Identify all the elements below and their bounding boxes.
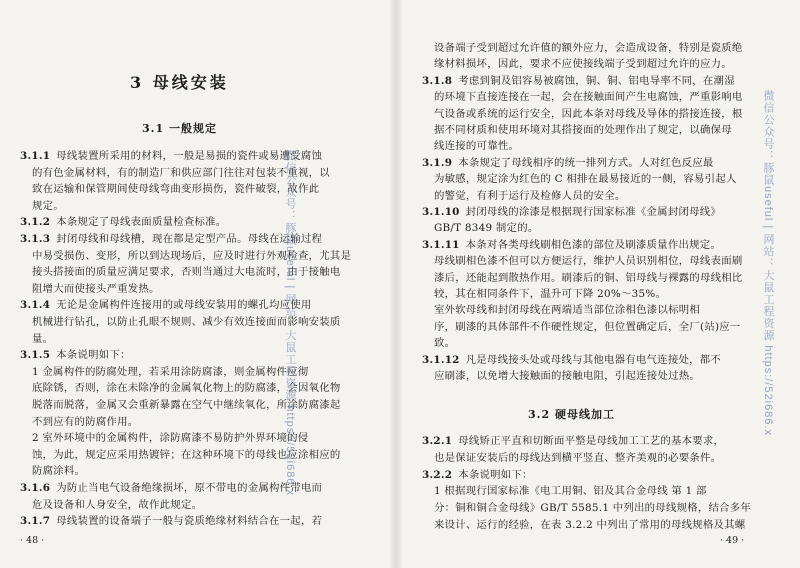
clause-text: 设备端子受到超过允许值的额外应力，会造成设备，特别是瓷质绝 [434,42,743,54]
clause-text: 母线装置的设备端子一般与瓷质绝缘材料结合在一起，若 [56,515,323,528]
text-line [434,337,455,350]
clause-text: 应刷漆，以免增大接触面的接触电阻，引起连接处过热。 [434,370,701,382]
clause-text: 的警觉，有利于运行及检修人员的安全。 [434,189,626,202]
clause-text: 本条对各类母线刷相色漆的部位及刷漆质量作出规定。 [465,238,722,251]
text-line [422,75,735,88]
text-line [434,321,741,334]
clause-text: 分：铜和铜合金母线》GB/T 5585.1 中列出的母线规格，结合多年 [434,502,752,515]
clause-number: 3.1.4 [20,299,51,312]
clause-number: 3.1.7 [20,515,51,528]
watermark-left: 微信公众号：豚鼠useful | 网站：大鼠工程资源 https://52i686.x [284,150,296,496]
clause-text: 考虑到铜及铝容易被腐蚀，铜、铜、铝电导率不同，在潮湿 [458,74,735,87]
text-line [20,233,322,246]
text-line [422,354,721,367]
text-line [434,42,743,55]
clause-number: 3.1.9 [422,156,453,169]
section-title-3-1: 3.1 一般规定 [142,122,217,135]
clause-text: 本条规定了母线表面质量检查标准。 [56,216,227,229]
text-line [32,465,85,478]
clause-text: 蚀，为此，规定应采用热镀锌；在这种环境下的母线也应涂相应的 [32,448,341,461]
clause-text: 母线矫正平直和切断面平整是母线加工工艺的基本要求， [458,435,725,447]
clause-text: 的有色金属材料，有的制造厂和供应部门往往对包装不重视，以 [32,166,330,179]
clause-text: 本条说明如下： [56,349,131,362]
text-line [32,499,202,512]
text-line [422,206,721,219]
clause-text: 不到应有的防腐作用。 [32,415,139,428]
text-line [32,250,351,263]
clause-text: 量。 [32,332,54,345]
clause-number: 3.1.2 [20,216,51,229]
text-line [434,190,626,203]
text-line [20,150,322,163]
text-line [434,124,732,137]
text-line [434,485,707,498]
clause-text: 致。 [434,337,456,350]
clause-number: 3.1.12 [422,353,460,366]
clause-text: 防腐涂料。 [32,465,86,478]
clause-text: 2 室外环境中的金属构件，涂防腐漆不易防护外界环境的侵 [32,432,309,445]
text-line [434,502,751,515]
page-number-right: · 49 · [720,535,745,546]
clause-text: 也是保证安装后的母线达到横平竖直、整齐美观的必要条件。 [434,451,722,464]
clause-number: 3.1.1 [20,150,51,162]
clause-number: 3.1.10 [422,206,460,218]
clause-text: 致在运输和保管期间使母线弯曲变形损伤，瓷件破裂，故作此 [32,183,320,196]
clause-text: 无论是金属构件连接用的或母线安装用的螺孔均应使用 [56,299,312,312]
clause-text: 底除锈，否则，涂在未除净的金属氧化物上的防腐漆，会因氧化物 [32,382,341,395]
clause-text: 封闭母线的涂漆是根据现行国家标准《金属封闭母线》 [465,206,722,218]
text-line [434,140,519,153]
text-line [434,304,700,317]
clause-number: 3.1.8 [422,74,453,87]
clause-text: 本条规定了母线相序的统一排列方式。人对红色反应最 [458,156,714,169]
clause-number: 3.1.6 [20,482,51,494]
text-line [434,58,732,71]
clause-text: 凡是母线接头处或母线与其他电器有电气连接处，都不 [465,353,722,366]
clause-text: 据不同材质和使用环境对其搭接面的处理作出了规定，以确保母 [434,124,732,136]
text-line [20,482,322,495]
clause-text: 本条说明如下： [458,468,533,481]
clause-text: 1 金属构件的防腐处理，若采用涂防腐漆，则金属构件应彻 [32,365,309,378]
clause-text: 室外软母线和封闭母线在两端适当部位涂相色漆以标明相 [434,304,701,317]
clause-text: 母线刷相色漆不但可以方便运行，维护人员识别相位，母线表面刷 [434,255,743,268]
clause-text: 机械进行钻孔，以防止孔眼不规则、减少有效连接面而影响安装质 [32,316,341,328]
clause-text: 中易受损伤、变形，所以到达现场后，应及时进行外观检查，尤其是 [32,249,352,262]
clause-text: 接头搭接面的质量应满足要求，否则当通过大电流时，由于接触电 [32,266,341,279]
text-line [32,366,308,379]
clause-text: 的环境下直接连接在一起，会在接触面间产生电腐蚀，严重影响电 [434,91,743,104]
clause-text: 线连接的可靠性。 [434,140,520,153]
clause-text: 为防止当电气设备绝缘损坏，原不带电的金属构件带电而 [56,482,323,494]
clause-text: 来设计、运行的经验，在表 3.2.2 中列出了常用的母线规格及其螺 [434,519,746,531]
left-page [0,0,392,568]
text-line [434,222,538,235]
text-line [20,216,226,229]
clause-text: 为敏感，规定涂为红色的 C 相排在最易接近的一侧，容易引起人 [434,173,737,186]
text-line [422,239,721,252]
section-title-3-2: 3.2 硬母线加工 [528,408,615,421]
clause-text: 较，其在相同条件下，温升可下降 20%～35%。 [434,288,667,300]
clause-text: 1 根据现行国家标准《电工用铜、铝及其合金母线 第 1 部 [434,485,707,498]
text-line [20,299,312,312]
text-line [32,183,319,196]
clause-text: GB/T 8349 制定的。 [434,222,539,235]
clause-text: 阻增大而使接头严重发热。 [32,282,160,295]
clause-text: 气设备或系统的运行安全，因此本条对母线及导体的搭接连接，根 [434,107,743,120]
clause-text: 母线装置所采用的材料，一般是易损的瓷件或易遭受腐蚀 [56,150,323,162]
clause-text: 封闭母线和母线槽，现在都是定型产品。母线在运输过程 [56,233,323,245]
text-line [434,288,666,301]
text-line [20,349,131,362]
clause-number: 3.1.5 [20,349,51,362]
clause-text: 危及设备和人身安全，故作此规定。 [32,498,203,511]
text-line [20,515,322,528]
text-line [434,108,743,121]
text-line [422,435,724,448]
clause-text: 序，刷漆的具体部件不作硬性规定，但位置确定后，全厂(站)应一 [434,320,741,333]
text-line [32,283,160,296]
text-line [32,200,64,213]
text-line [32,416,138,429]
text-line [434,173,737,186]
text-line [422,157,714,170]
right-page [400,0,800,568]
clause-text: 漆后，还能起到散热作用。刷漆后的铜、铝母线与裸露的母线相比 [434,271,743,284]
clause-number: 3.1.11 [422,238,460,251]
page-number-left: · 48 · [20,535,45,546]
text-line [422,469,533,482]
clause-text: 脱落而脱落，金属又会重新暴露在空气中继续氧化，所涂防腐漆起 [32,399,341,411]
clause-text: 缘材料损坏，因此，要求不应使接线端子受到超过允许的应力。 [434,58,732,71]
text-line [434,91,743,104]
text-line [434,519,745,532]
text-line [434,452,721,465]
text-line [32,333,53,346]
text-line [434,255,743,268]
watermark-right: 微信公众号：豚鼠useful | 网站：大鼠工程资源 https://52i686.x [762,90,774,436]
text-line [434,370,700,383]
clause-number: 3.2.2 [422,468,453,481]
text-line [434,272,743,285]
chapter-title: 3 母线安装 [130,73,229,92]
clause-text: 规定。 [32,199,64,212]
clause-number: 3.2.1 [422,435,453,447]
clause-number: 3.1.3 [20,233,51,245]
text-line [32,432,308,445]
